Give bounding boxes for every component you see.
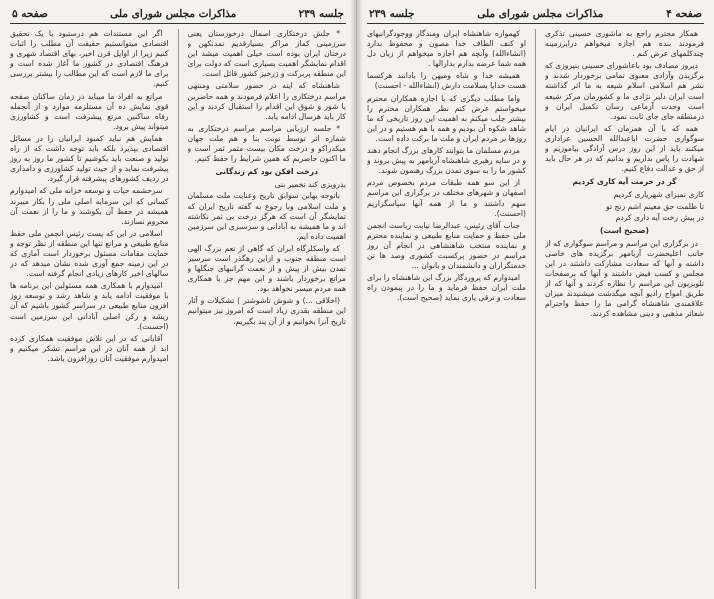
text-columns [367, 29, 704, 589]
session-number: جلسه ۲۳۹ [369, 8, 415, 20]
text-columns [10, 29, 346, 589]
page-header [10, 8, 346, 24]
column-divider [178, 29, 179, 589]
paragraph: آقایانی که در این تلاش موفقیت همکاری کرده اند از همه آنان در این مراسم تشکر میکنیم و امیدوارم موفقیت آنان روزافزون باشد. [10, 333, 169, 363]
paragraph: اگر این مستندات هم درستبود یا یک تحقیق اقتصادی میتوانستیم حقیقت آن مطلب را اثبات کنیم زیرا از اوایل قرن اخیر، بهای اقتصاد شهری و فرهنگ اقتصادی در کشور ما آغاز شده است و برای ما لازم است که این مطالب را بیشتر بررسی کنیم. [10, 29, 169, 89]
paragraph: که واسکلرگاه ایران که گاهی از نعم بزرگ الهی است منطقه جنوب و ازاین رهگذر است سرسبز تمدن بیش از پیش و از نعمت گرانبهای جنگلها و مراتع برخوردار باشند و این مهم جز با همکاری همه مردم میسر نخواهد بود. [187, 243, 346, 294]
page-header [367, 8, 704, 24]
paragraph: همه که با آن همزمان که ایرانیان در ایام سوگواری حضرت اباعبدالله الحسین عزاداری میکنند باید از این روز درس آزادگی بیاموزیم و شهادت را پاس بداریم و بدانیم که در هر حال باید از حق و عدالت دفاع کنیم. [545, 123, 704, 174]
publication-title: مذاکرات مجلس شورای ملی [110, 8, 237, 20]
page-left [0, 0, 356, 599]
poem-hemistich: در پیش رخت آیه داری کردم [615, 212, 704, 222]
poem-hemistich: بدرویزی کند تخمیر بنی [274, 180, 346, 190]
text-column-left [367, 29, 526, 589]
column-divider [535, 29, 536, 589]
paragraph: امیدوارم که پروردگار بزرگ این شاهنشاه را برای ملت ایران حفظ فرماید و ما را در پیمودن راه سعادت و ترقی یاری نماید (صحیح است). [367, 273, 526, 303]
page-number: صفحه ۴ [666, 8, 702, 20]
poem-line [545, 190, 704, 200]
session-number: جلسه ۲۳۹ [298, 8, 344, 20]
publication-title: مذاکرات مجلس شورای ملی [477, 8, 604, 20]
page-number: صفحه ۵ [12, 8, 48, 20]
centered-line: (صحیح است) [599, 225, 650, 235]
paragraph: مراتع به افراد ما میباید در زمان ساکنان صفحه قوی نمایش ده آن مستلزمه موارد و از آنجمله رفاه ساکنین مرتع پیشرفت است و کشاورزی میتواند پیش برود. [10, 91, 169, 131]
gutter-shadow [350, 0, 356, 599]
paragraph: در برگزاری این مراسم و مراسم سوگواری که از جانب اعلیحضرت آریامهر برگزیده های خاصی داشته و آنها که سعادت مشارکت داشتند در این مجلس و کسب فیض داشتند و آنها که برصفحات تلویزیون این مراسم را نظاره کردند و آنها که از طریق امواج رادیو آنچه میگذشت میشنیدند میزان علاقمندی شاهنشاه گرامی ما را حفظ واحترام شعائر مذهبی و دینی مشاهده کردند. [545, 238, 704, 319]
text-column-right [188, 29, 347, 589]
paragraph: همکار محترم راجع به ماشوری حسینی تذکری فرمودند بنده هم اجازه میخواهم درایرزمینه چندکلمهای عرض کنم . [545, 29, 704, 59]
paragraph: واما مطلب دیگری که با اجازه همکاران محترم میخواستم عرض کنم نظر همکاران محترم را بیشتر جلب میکنم به اهمیت این روز تاریخی که ما شاهد شکوه آن بودیم و همه با هم هستیم و در این روزها بر مردم ایران و ملت ما برکت داده است. [367, 93, 526, 143]
poem-line [545, 202, 704, 212]
paragraph: باتوجه بهاین سوابق تاریخ وعنایت ملت مسلمان و ملت اسلامی وبا رجوع به گفته تاریخ ایران که تمایشگر آن است که هرگز درخت بی ثمر نکاشته اند و ما همیشه به آبادانی و سرسبزی این سرزمین اهمیت داده ایم. [187, 191, 346, 241]
paragraph: کهمواره شاهنشاه ایران ومندگار ووجودگرانبهای او کنف الطاف خدا مصون و محفوظ بدارد (انشاءالله) وآنچه هم اجازه میخواهم از زبان دل همه شما عرضه بدارم بدارالها . [367, 29, 526, 69]
centered-line: درخت افکن بود کم زندگانی [215, 167, 318, 177]
paragraph: دیروز مصادف بود باعاشورای حسینی بنیروزی که برگزیدن وآزادی معنوی تمامی برخوردار شدند و نشر هم اسلامی اسلام شیعه به ما اثر گذاشته است ایران دلیر نژادی ما و کشورمان مرکز شیعه است وحدت آرماعی رسان تکمیل ایران و درمنطقه جای جای ثابت نمود. [545, 61, 704, 121]
page-right [356, 0, 714, 599]
poem-line [188, 180, 347, 190]
text-column-left [10, 29, 169, 589]
paragraph: * جلسه ارزیابی مراسم مراسم درختکاری به شماره اثر توسط نوبت بنا و هم ملت جهان میکدراکو و درخت مکان بیست مثمر ثمر است و ما اکنون حاضریم که همین شرایط را حفظ کنیم. [187, 123, 346, 164]
poem-hemistich: کاری نمیزای شهریاری کردیم [613, 190, 704, 200]
paragraph: سرحشمه حیات و نوسعه خزانه ملی که امیدوارم کسانی که این سرمایه اصلی ملی را بکار میبرند همیشه در حفظ آن بکوشند و ما را از نعمت آن محروم نسازند. [10, 186, 169, 226]
paragraph: اسلامی در این که پست رئیس انجمن ملی حفظ منابع طبیعی و مراتع تنها این منطقه از نظر توجه و حمایت مقامات مسئول برخوردار است آماری که در این زمینه جمع آوری شده نشان میدهد که در سالهای اخیر کارهای زیادی انجام گرفته است. [10, 228, 169, 279]
paragraph: امیدوارم با همکاری همه مسئولین این برنامه ها با موفقیت ادامه یابد و شاهد رشد و توسعه روز افزون منابع طبیعی در سراسر کشور باشیم که آن ریشه و رکن اصلی آبادانی این سرزمین است (احسنت). [10, 281, 169, 331]
centered-line: گر در حرمت آیه کاری کردیم [572, 177, 677, 187]
text-column-right [545, 29, 704, 589]
poem-hemistich: تا ظلمت حق معینم اشم رنج تو [606, 201, 704, 211]
paragraph: جناب آقای رئیس، عبدالرضا نیابت ریاست انجمن ملی حفظ و حمایت منابع طبیعی و نماینده محترم و نماینده منتخب شاهنشاهی در انجام آن روز مراسم در حضور پرکسبت کشوری وصد ها تن خدمتگزاران و دانشمندان و بانوان ... [367, 220, 526, 271]
paragraph: مردم مسلمان ما بتوانند کارهای بزرگ انجام دهند و در سایه رهبری شاهنشاه آریامهر به پیش بروند و کشور ما را به سوی تمدن بزرگ رهنمون شوند. [367, 146, 526, 176]
paragraph: همیشه خدا و شاه ومیهن را بادانند هرکسما هست خدایا بسلامت دارش (انشاءالله - احسنت) [367, 71, 526, 91]
paragraph: شاهنشاه که اینه در حضور سلامتی ومنتهی مراسم درختکاری را اعلام فرمودند و همه حاضرین با شور و شوق این اقدام را استقبال کردند و این کار باید هرسال ادامه یابد. [187, 81, 346, 121]
gutter-shadow [357, 0, 363, 599]
paragraph: (اخلاقی ...) و شوش تاشوشتر ) تشکیلات و آثار این منطقه بقدری زیاد است که امروز نیز میتوانیم تاریخ آنرا بخوانیم و از آن پند بگیریم. [187, 296, 346, 326]
paragraph: همایش هم نباید کمبود ایرانیان را در مسائل اقتصادی بپذیرد بلکه باید توجه داشت که از راه تولید و صنعت باید بکوشیم تا کشور ما روز به روز پیشرفت نماید و از حیث تولید کشاورزی و دامداری در ردیف کشورهای پیشرفته قرار گیرد. [10, 133, 169, 184]
paragraph: * جلش درختکاری اصمال درخوزستان یعنی سرزمینی کماز مراکز بسیارقدیم تمدنکهن و درختان ایران بوده است خیلی اهمیت میشد این اقدام نمایشگر اهمیت بسیاری است که دولت برای این منطقه پربرکت و زرخیز کشور قائل است. [187, 29, 346, 79]
poem-line [545, 213, 704, 223]
paragraph: از این سو همه طبقات مردم بخصوص مردم اصفهان و شهرهای مختلف در برگزاری این مراسم سهم داشتند و ما از همه آنها سپاسگزاریم (احسنت). [367, 178, 526, 218]
